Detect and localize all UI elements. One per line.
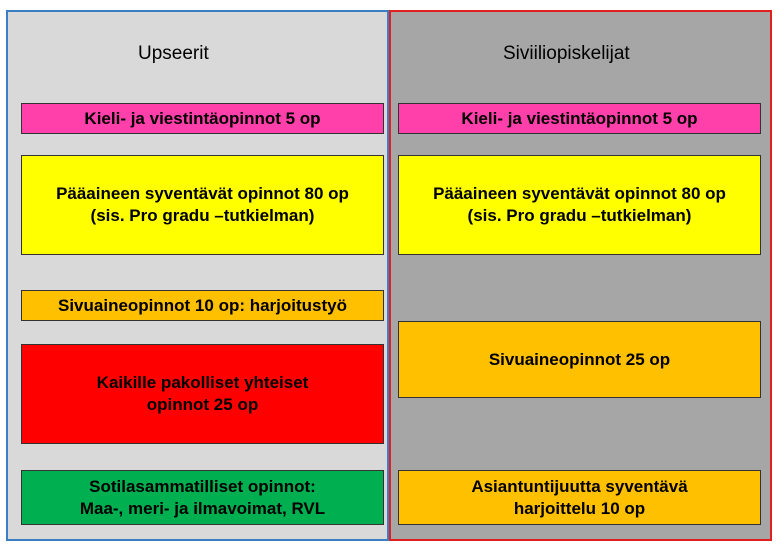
box-text: (sis. Pro gradu –tutkielman) (90, 206, 315, 225)
box-paaaine-left (21, 155, 384, 255)
box-text: Sivuaineopinnot 25 op (488, 349, 671, 369)
box-text: Sotilasammatilliset opinnot: (89, 476, 316, 496)
box-text: Kaikille pakolliset yhteiset (96, 373, 309, 392)
box-sivuaine-right (398, 321, 761, 398)
box-text: harjoittelu 10 op (513, 498, 646, 518)
column-siviiliopiskelijat (389, 10, 772, 541)
box-sotilasammatilliset-left (21, 470, 384, 525)
column-upseerit (6, 10, 389, 541)
box-text: Kieli- ja viestintäopinnot 5 op (461, 108, 698, 128)
box-text: Asiantuntijuutta syventävä (471, 476, 688, 496)
box-text: opinnot 25 op (146, 395, 259, 414)
box-text: Kieli- ja viestintäopinnot 5 op (84, 108, 321, 128)
box-text: Maa-, meri- ja ilmavoimat, RVL (79, 498, 326, 518)
box-pakolliset-left (21, 344, 384, 444)
box-kieli-viestinta-right (398, 103, 761, 134)
box-text: (sis. Pro gradu –tutkielman) (467, 206, 692, 225)
box-kieli-viestinta-left (21, 103, 384, 134)
box-text: Sivuaineopinnot 10 op: harjoitustyö (57, 295, 348, 315)
box-text: Pääaineen syventävät opinnot 80 op (56, 184, 349, 203)
box-text: Pääaineen syventävät opinnot 80 op (433, 184, 726, 203)
box-harjoittelu-right (398, 470, 761, 525)
box-paaaine-right (398, 155, 761, 255)
column-title-upseerit: Upseerit (138, 43, 209, 64)
box-sivuaine-left (21, 290, 384, 321)
column-title-siviiliopiskelijat: Siviiliopiskelijat (503, 43, 630, 64)
